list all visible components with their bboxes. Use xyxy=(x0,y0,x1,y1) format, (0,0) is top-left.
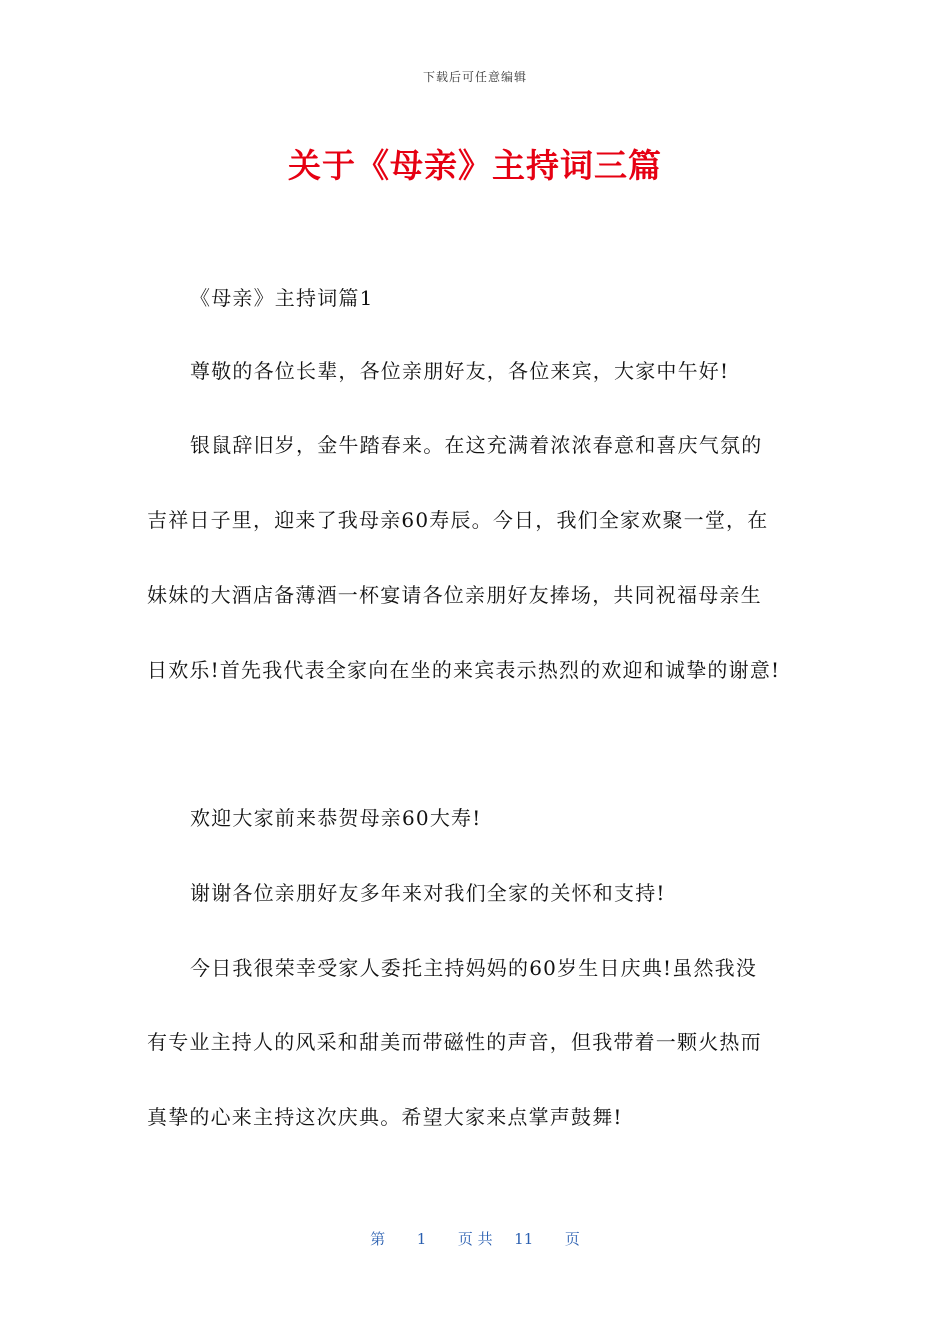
header-note: 下载后可任意编辑 xyxy=(422,70,527,84)
section-heading: 《母亲》主持词篇1 xyxy=(190,286,374,310)
paragraph-line: 欢迎大家前来恭贺母亲60大寿! xyxy=(190,806,482,830)
paragraph-line: 日欢乐!首先我代表全家向在坐的来宾表示热烈的欢迎和诚挚的谢意! xyxy=(147,658,781,682)
paragraph-line: 吉祥日子里，迎来了我母亲60寿辰。今日，我们全家欢聚一堂，在 xyxy=(147,508,769,532)
paragraph-line: 银鼠辞旧岁，金牛踏春来。在这充满着浓浓春意和喜庆气氛的 xyxy=(190,433,763,457)
page-middle: 页 共 xyxy=(457,1230,493,1248)
paragraph-line: 今日我很荣幸受家人委托主持妈妈的60岁生日庆典!虽然我没 xyxy=(190,956,758,980)
document-title: 关于《母亲》主持词三篇 xyxy=(288,146,662,185)
page-suffix: 页 xyxy=(564,1230,580,1248)
paragraph-line: 真挚的心来主持这次庆典。希望大家来点掌声鼓舞! xyxy=(147,1105,623,1129)
paragraph-line: 谢谢各位亲朋好友多年来对我们全家的关怀和支持! xyxy=(190,881,666,905)
page-number: 1 xyxy=(416,1230,427,1248)
paragraph-line: 有专业主持人的风采和甜美而带磁性的声音，但我带着一颗火热而 xyxy=(147,1030,762,1054)
paragraph-line: 妹妹的大酒店备薄酒一杯宴请各位亲朋好友捧场，共同祝福母亲生 xyxy=(147,583,762,607)
page-footer xyxy=(0,1228,950,1249)
page-prefix: 第 xyxy=(370,1230,386,1248)
paragraph-line: 尊敬的各位长辈，各位亲朋好友，各位来宾，大家中午好! xyxy=(190,359,730,383)
total-pages: 11 xyxy=(514,1230,534,1248)
